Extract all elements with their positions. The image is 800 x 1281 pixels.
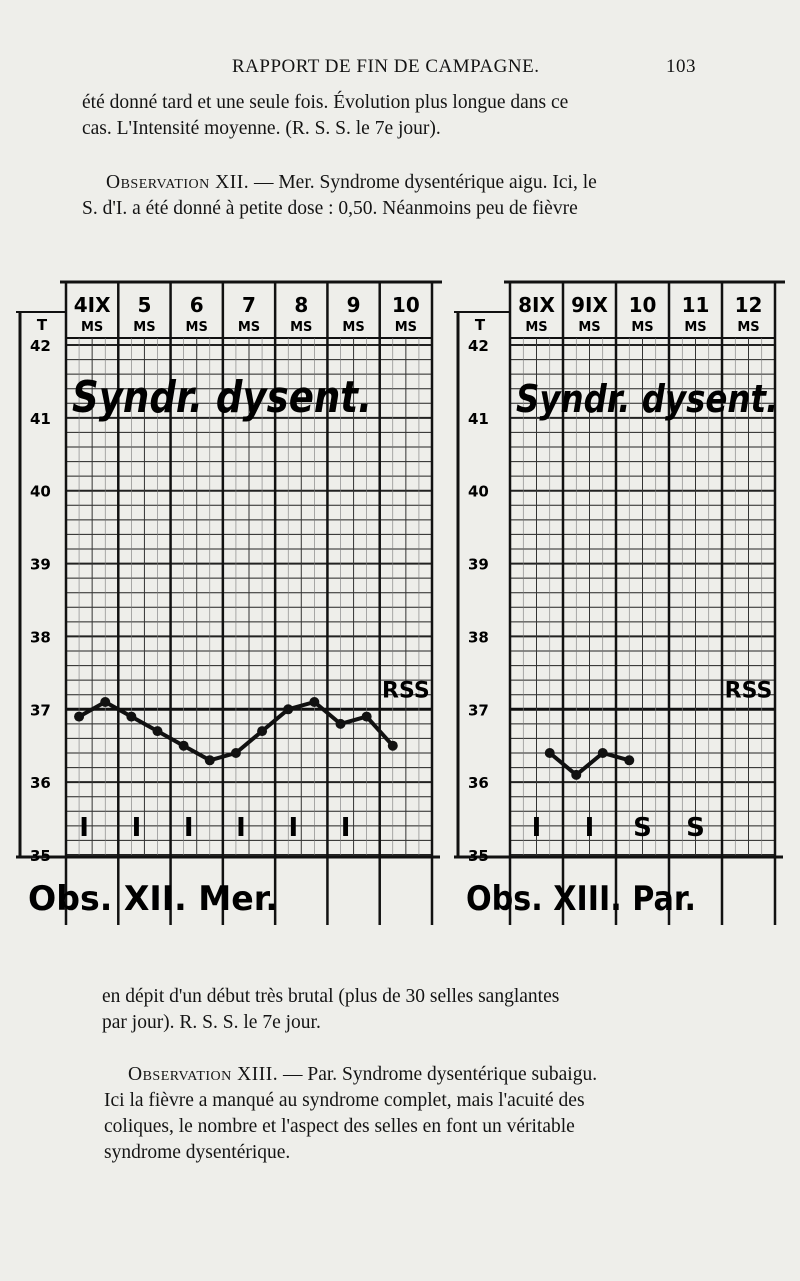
ms-label: MS	[133, 320, 156, 335]
text-line: été donné tard et une seule fois. Évolution plus longue dans ce	[82, 92, 569, 113]
day-label: 9IX	[571, 293, 608, 317]
stool-marker: S	[633, 813, 652, 843]
y-tick-label: 41	[30, 409, 51, 428]
temperature-point	[205, 755, 215, 765]
temperature-point	[283, 704, 293, 714]
y-tick-label: 39	[468, 555, 489, 574]
text-line: Ici la fièvre a manqué au syndrome complet, mais l'acuité des	[104, 1090, 585, 1111]
y-tick-label: 42	[30, 337, 51, 355]
ms-label: MS	[290, 320, 313, 335]
temperature-point	[74, 712, 84, 722]
day-label: 10	[391, 293, 420, 317]
ms-label: MS	[185, 320, 208, 335]
day-label: 8	[294, 293, 309, 317]
stool-marker: S	[686, 813, 705, 843]
annotation-syndrome: Syndr. dysent.	[516, 377, 779, 421]
stool-marker: I	[531, 813, 542, 843]
y-tick-label: 37	[30, 701, 51, 720]
text-line: en dépit d'un début très brutal (plus de 30 selles sanglantes	[102, 986, 560, 1007]
axis-header-label: T	[474, 316, 486, 334]
stool-marker: I	[584, 813, 595, 843]
temperature-point	[309, 697, 319, 707]
temperature-chart-obs-xiii	[454, 282, 785, 925]
temperature-point	[545, 748, 555, 758]
temperature-point	[362, 712, 372, 722]
paragraph-3	[102, 984, 712, 1036]
stool-marker: I	[131, 813, 142, 843]
temperature-point	[336, 719, 346, 729]
annotation-syndrome: Syndr. dysent.	[72, 372, 373, 423]
day-label: 5	[137, 293, 152, 317]
observation-label: Observation XII.	[106, 172, 250, 193]
y-tick-label: 39	[30, 555, 51, 574]
text-line	[128, 1062, 716, 1088]
y-tick-label: 36	[30, 774, 51, 793]
temperature-point	[179, 741, 189, 751]
day-label: 10	[628, 293, 657, 317]
temperature-point	[624, 755, 634, 765]
text-line: S. d'I. a été donné à petite dose : 0,50. Néanmoins peu de fièvre	[82, 198, 578, 219]
y-tick-label: 36	[468, 774, 489, 793]
text-line: cas. L'Intensité moyenne. (R. S. S. le 7e jour).	[82, 118, 441, 139]
axis-header-label: T	[36, 316, 48, 334]
temperature-point	[257, 726, 267, 736]
y-tick-label: 38	[468, 628, 489, 647]
stool-marker: I	[288, 813, 299, 843]
day-label: 8IX	[518, 293, 555, 317]
stool-marker: I	[236, 813, 246, 843]
ms-label: MS	[578, 320, 601, 335]
ms-label: MS	[394, 320, 418, 335]
temperature-point	[571, 770, 581, 780]
paragraph-observation-xiii	[104, 1062, 716, 1166]
y-tick-label: 35	[468, 847, 489, 865]
day-label: 12	[734, 293, 763, 317]
y-tick-label: 38	[30, 628, 51, 647]
ms-label: MS	[525, 320, 548, 335]
rss-label: RSS	[724, 678, 773, 704]
page-number: 103	[666, 56, 696, 77]
ms-label: MS	[342, 320, 365, 335]
stool-marker: I	[79, 813, 89, 843]
temperature-chart-obs-xii	[16, 282, 442, 925]
temperature-point	[153, 726, 163, 736]
day-label: 11	[681, 293, 710, 317]
text-line: coliques, le nombre et l'aspect des selles en font un véritable	[104, 1116, 575, 1137]
y-tick-label: 40	[468, 482, 489, 501]
stool-marker: I	[183, 813, 194, 843]
footer-label: Obs. XII. Mer.	[28, 879, 278, 919]
footer-label: Obs. XIII. Par.	[466, 879, 696, 919]
day-label: 6	[189, 293, 204, 317]
ms-label: MS	[684, 320, 707, 335]
running-title: RAPPORT DE FIN DE CAMPAGNE.	[232, 56, 540, 77]
day-label: 4IX	[73, 293, 111, 317]
ms-label: MS	[80, 320, 104, 335]
temperature-point	[598, 748, 608, 758]
temperature-point	[231, 748, 241, 758]
ms-label: MS	[237, 320, 261, 335]
text-line: syndrome dysentérique.	[104, 1142, 291, 1163]
temperature-point	[388, 741, 398, 751]
temperature-point	[100, 697, 110, 707]
y-tick-label: 41	[468, 409, 489, 428]
day-label: 9	[346, 293, 361, 317]
text-line: par jour). R. S. S. le 7e jour.	[102, 1012, 321, 1033]
ms-label: MS	[737, 320, 760, 335]
temperature-point	[126, 712, 136, 722]
y-tick-label: 35	[30, 847, 51, 865]
day-label: 7	[242, 293, 256, 317]
observation-label: Observation XIII.	[128, 1064, 279, 1085]
observation-text: — Par. Syndrome dysentérique subaigu.	[278, 1064, 598, 1085]
y-tick-label: 42	[468, 337, 489, 355]
ms-label: MS	[631, 320, 654, 335]
y-tick-label: 40	[30, 482, 51, 501]
y-tick-label: 37	[468, 701, 489, 720]
observation-text: — Mer. Syndrome dysentérique aigu. Ici, le	[249, 172, 597, 193]
stool-marker: I	[340, 813, 351, 843]
rss-label: RSS	[382, 678, 430, 704]
